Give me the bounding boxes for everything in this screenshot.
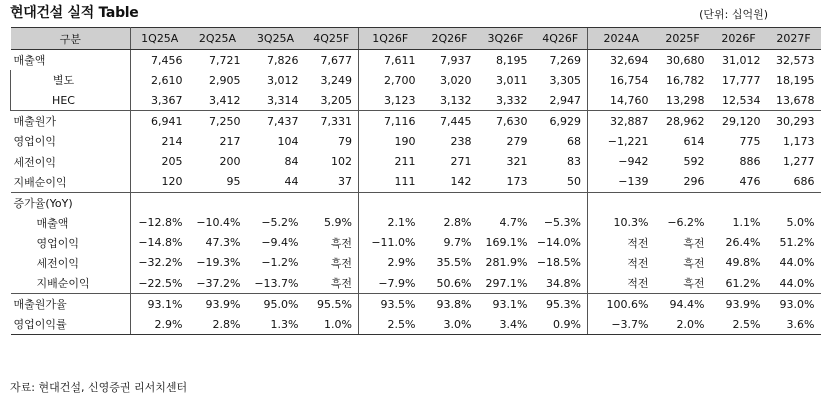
table-cell: 47.3% xyxy=(205,236,241,250)
table-cell: 95 xyxy=(189,172,247,193)
table-cell: 30,293 xyxy=(776,114,815,128)
table-cell: 7,456 xyxy=(151,53,183,67)
table-cell: 7,630 xyxy=(496,114,528,128)
table-cell: −9.4% xyxy=(261,236,299,250)
row-label: 매출원가 xyxy=(11,111,131,132)
table-cell: 13,678 xyxy=(767,90,821,111)
table-cell: 29,120 xyxy=(722,114,761,128)
table-cell: 2.5% xyxy=(711,314,767,335)
row-label: 세전이익 xyxy=(11,253,131,273)
table-row xyxy=(11,253,821,273)
table-cell: 적전 xyxy=(588,253,655,273)
table-cell: 120 xyxy=(131,172,189,193)
table-cell: 5.9% xyxy=(324,216,352,230)
table-cell: −12.8% xyxy=(138,216,183,230)
col-header: 1Q25A xyxy=(131,28,189,50)
row-label: 지배순이익 xyxy=(11,273,131,294)
table-cell: 30,680 xyxy=(666,53,705,67)
table-cell: 83 xyxy=(567,155,581,169)
table-row xyxy=(11,273,821,294)
table-cell: 95.0% xyxy=(263,297,299,311)
table-cell: −32.2% xyxy=(138,256,183,270)
table-cell: 93.9% xyxy=(725,297,761,311)
table-cell: 2.9% xyxy=(359,253,422,273)
table-cell: 2.5% xyxy=(359,314,422,335)
table-cell: 3,012 xyxy=(267,73,299,87)
table-row xyxy=(11,70,821,90)
table-cell: 2,947 xyxy=(534,90,588,111)
table-cell xyxy=(534,192,588,213)
table-cell: 2.1% xyxy=(359,213,422,233)
table-cell: 614 xyxy=(683,134,705,148)
table-cell: 592 xyxy=(683,155,705,169)
row-label: 세전이익 xyxy=(11,151,131,171)
table-cell: 7,331 xyxy=(320,114,352,128)
table-cell: 95.5% xyxy=(317,297,352,311)
table-cell: 18,195 xyxy=(776,73,815,87)
table-cell: 흑전 xyxy=(683,236,705,250)
table-cell xyxy=(189,192,247,213)
table-cell xyxy=(588,192,655,213)
table-cell: 49.8% xyxy=(725,256,761,270)
table-cell: 4.7% xyxy=(499,216,528,230)
table-cell: 281.9% xyxy=(485,256,528,270)
table-row xyxy=(11,213,821,233)
col-header-label: 구분 xyxy=(11,28,131,50)
table-cell xyxy=(359,192,422,213)
table-cell: 3,305 xyxy=(549,73,581,87)
table-cell: 68 xyxy=(567,134,581,148)
table-cell: 93.1% xyxy=(492,297,528,311)
col-header: 2024A xyxy=(588,28,655,50)
table-cell: 84 xyxy=(284,155,299,169)
table-cell: −6.2% xyxy=(667,216,705,230)
table-cell: 13,298 xyxy=(655,90,711,111)
table-cell: 28,962 xyxy=(666,114,705,128)
table-cell: 7,250 xyxy=(209,114,241,128)
table-cell xyxy=(767,192,821,213)
table-cell: 35.5% xyxy=(436,256,472,270)
table-cell: −1,221 xyxy=(588,131,655,151)
table-cell: 476 xyxy=(711,172,767,193)
table-cell: 3,249 xyxy=(320,73,352,87)
table-cell: 3,412 xyxy=(189,90,247,111)
table-cell: 3,332 xyxy=(478,90,534,111)
table-cell: 37 xyxy=(305,172,359,193)
table-cell: 8,195 xyxy=(496,53,528,67)
table-cell: 7,445 xyxy=(440,114,472,128)
table-cell: −5.3% xyxy=(543,216,581,230)
table-cell: 321 xyxy=(506,155,528,169)
source-note: 자료: 현대건설, 신영증권 리서치센터 xyxy=(10,381,188,394)
table-row xyxy=(11,314,821,335)
table-cell: 44.0% xyxy=(779,256,815,270)
table-cell: 2.9% xyxy=(131,314,189,335)
row-label: HEC xyxy=(11,90,131,111)
table-cell: 44 xyxy=(247,172,305,193)
table-cell: −5.2% xyxy=(261,216,299,230)
table-cell: 51.2% xyxy=(779,236,815,250)
earnings-table xyxy=(10,27,821,335)
table-cell: 흑전 xyxy=(305,273,359,294)
table-cell: 2.8% xyxy=(443,216,472,230)
table-cell: 775 xyxy=(739,134,761,148)
table-cell: −7.9% xyxy=(359,273,422,294)
table-cell: 16,754 xyxy=(588,70,655,90)
table-cell: 93.9% xyxy=(205,297,241,311)
table-cell: 886 xyxy=(739,155,761,169)
table-cell: 1,277 xyxy=(783,155,815,169)
table-cell: −14.8% xyxy=(138,236,183,250)
table-cell: 7,721 xyxy=(209,53,241,67)
table-row xyxy=(11,131,821,151)
table-cell: 2,905 xyxy=(209,73,241,87)
table-cell: 279 xyxy=(506,134,528,148)
table-cell: 7,677 xyxy=(320,53,352,67)
table-cell: −10.4% xyxy=(196,216,241,230)
table-cell xyxy=(478,192,534,213)
col-header: 2025F xyxy=(655,28,711,50)
table-cell: 217 xyxy=(219,134,241,148)
table-body xyxy=(11,50,821,335)
table-row xyxy=(11,294,821,315)
col-header: 2Q25A xyxy=(189,28,247,50)
table-cell: −3.7% xyxy=(588,314,655,335)
table-cell: 296 xyxy=(655,172,711,193)
table-cell: 1.1% xyxy=(732,216,761,230)
table-cell: 173 xyxy=(478,172,534,193)
table-cell: 79 xyxy=(338,134,352,148)
header-row xyxy=(11,28,821,50)
table-cell: 32,887 xyxy=(588,111,655,132)
table-cell: 2.8% xyxy=(189,314,247,335)
table-cell: 32,573 xyxy=(776,53,815,67)
row-label: 영업이익률 xyxy=(11,314,131,335)
table-cell: 205 xyxy=(161,155,183,169)
table-cell xyxy=(655,192,711,213)
table-cell: 7,437 xyxy=(267,114,299,128)
table-row xyxy=(11,151,821,171)
table-cell: −22.5% xyxy=(131,273,189,294)
table-cell xyxy=(131,192,189,213)
table-cell: 31,012 xyxy=(722,53,761,67)
row-label: 별도 xyxy=(11,70,131,90)
table-cell: 93.5% xyxy=(359,294,422,315)
table-cell: 2,610 xyxy=(151,73,183,87)
table-cell: 142 xyxy=(422,172,478,193)
row-label: 증가율(YoY) xyxy=(11,192,131,213)
table-cell: 3,020 xyxy=(440,73,472,87)
table-cell: 5.0% xyxy=(786,216,815,230)
col-header: 3Q26F xyxy=(478,28,534,50)
table-cell: 7,826 xyxy=(267,53,299,67)
table-cell: 7,116 xyxy=(359,111,422,132)
table-cell: 3.4% xyxy=(478,314,534,335)
unit-note: (단위: 십억원) xyxy=(699,8,768,21)
table-cell: 16,782 xyxy=(666,73,705,87)
table-cell: −14.0% xyxy=(536,236,581,250)
table-cell: 3,011 xyxy=(496,73,528,87)
table-cell: 3.0% xyxy=(422,314,478,335)
table-cell: 3,205 xyxy=(305,90,359,111)
col-header: 2027F xyxy=(767,28,821,50)
table-cell: 적전 xyxy=(588,273,655,294)
table-cell: 적전 xyxy=(588,233,655,253)
row-label: 매출액 xyxy=(11,50,131,71)
table-cell: −1.2% xyxy=(261,256,299,270)
table-cell: 흑전 xyxy=(330,236,352,250)
table-cell: 271 xyxy=(450,155,472,169)
table-cell: 102 xyxy=(331,155,352,169)
table-cell: 10.3% xyxy=(588,213,655,233)
table-cell: 6,929 xyxy=(549,114,581,128)
table-cell: 94.4% xyxy=(669,297,705,311)
table-cell: 686 xyxy=(767,172,821,193)
table-cell: 14,760 xyxy=(588,90,655,111)
table-cell: 214 xyxy=(161,134,183,148)
col-header: 2026F xyxy=(711,28,767,50)
table-cell: 61.2% xyxy=(711,273,767,294)
row-label: 지배순이익 xyxy=(11,172,131,193)
table-cell: 9.7% xyxy=(443,236,472,250)
table-cell: 32,694 xyxy=(588,50,655,71)
table-cell: 95.3% xyxy=(546,297,581,311)
table-cell: 흑전 xyxy=(655,273,711,294)
table-cell: 100.6% xyxy=(588,294,655,315)
table-cell: 1,173 xyxy=(783,134,815,148)
table-cell: 2.0% xyxy=(655,314,711,335)
table-cell: 200 xyxy=(219,155,241,169)
table-title: 현대건설 실적 Table xyxy=(10,5,139,21)
table-cell: 3,314 xyxy=(247,90,305,111)
table-cell: 50 xyxy=(534,172,588,193)
table-cell: 34.8% xyxy=(534,273,588,294)
table-cell: 50.6% xyxy=(422,273,478,294)
row-label: 매출액 xyxy=(11,213,131,233)
table-cell: 238 xyxy=(450,134,472,148)
table-cell: 104 xyxy=(277,134,299,148)
table-row xyxy=(11,192,821,213)
table-cell: 3.6% xyxy=(767,314,821,335)
table-cell: 흑전 xyxy=(330,256,352,270)
table-cell: 169.1% xyxy=(485,236,528,250)
table-cell: 297.1% xyxy=(478,273,534,294)
table-cell: −11.0% xyxy=(359,233,422,253)
table-cell: 93.1% xyxy=(147,297,183,311)
table-cell: 0.9% xyxy=(534,314,588,335)
table-row xyxy=(11,111,821,132)
table-cell: 2,700 xyxy=(359,70,422,90)
table-row xyxy=(11,50,821,71)
table-cell: 6,941 xyxy=(151,114,183,128)
table-cell: 흑전 xyxy=(683,256,705,270)
table-cell: 93.0% xyxy=(779,297,815,311)
table-cell xyxy=(422,192,478,213)
table-cell xyxy=(247,192,305,213)
table-cell: 3,123 xyxy=(359,90,422,111)
col-header: 4Q26F xyxy=(534,28,588,50)
table-cell: −19.3% xyxy=(196,256,241,270)
table-cell: 17,777 xyxy=(722,73,761,87)
col-header: 4Q25F xyxy=(305,28,359,50)
table-cell: 93.8% xyxy=(436,297,472,311)
table-cell xyxy=(711,192,767,213)
table-cell: 3,132 xyxy=(422,90,478,111)
table-cell: 211 xyxy=(359,151,422,171)
table-cell: 44.0% xyxy=(767,273,821,294)
table-cell xyxy=(305,192,359,213)
col-header: 3Q25A xyxy=(247,28,305,50)
table-cell: −13.7% xyxy=(247,273,305,294)
table-cell: 7,611 xyxy=(359,50,422,71)
table-cell: 190 xyxy=(359,131,422,151)
table-row xyxy=(11,172,821,193)
table-cell: 26.4% xyxy=(725,236,761,250)
table-cell: 111 xyxy=(359,172,422,193)
table-row xyxy=(11,233,821,253)
row-label: 영업이익 xyxy=(11,233,131,253)
table-cell: 1.0% xyxy=(305,314,359,335)
table-cell: 12,534 xyxy=(711,90,767,111)
row-label: 영업이익 xyxy=(11,131,131,151)
table-row xyxy=(11,90,821,111)
table-cell: 7,269 xyxy=(549,53,581,67)
table-cell: −18.5% xyxy=(536,256,581,270)
row-label: 매출원가율 xyxy=(11,294,131,315)
table-cell: 3,367 xyxy=(131,90,189,111)
table-cell: 1.3% xyxy=(247,314,305,335)
table-cell: −942 xyxy=(588,151,655,171)
table-cell: 7,937 xyxy=(440,53,472,67)
table-cell: −37.2% xyxy=(189,273,247,294)
col-header: 1Q26F xyxy=(359,28,422,50)
col-header: 2Q26F xyxy=(422,28,478,50)
table-cell: −139 xyxy=(588,172,655,193)
